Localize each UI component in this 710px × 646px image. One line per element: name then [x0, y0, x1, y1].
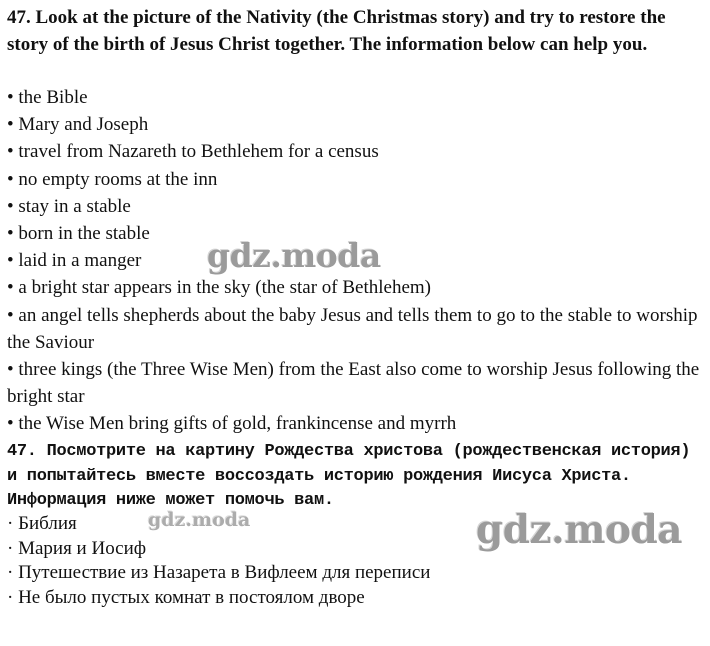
list-item: • laid in a manger: [7, 250, 142, 272]
list-item: • born in the stable: [7, 223, 150, 245]
list-item: • Mary and Joseph: [7, 114, 149, 136]
list-item: · Путешествие из Назарета в Вифлеем для переписи: [7, 562, 431, 583]
list-item: • travel from Nazareth to Bethlehem for a census: [7, 141, 379, 163]
list-item: • the Bible: [7, 87, 88, 108]
list-item: • the Wise Men bring gifts of gold, frankincense and myrrh: [7, 413, 457, 435]
watermark-logo: gdz.moda: [476, 507, 683, 553]
list-item: • stay in a stable: [7, 195, 131, 217]
exercise-heading-english: 47. Look at the picture of the Nativity (the Christmas story) and try to restore the story of the birth of Jesus Christ together. The information below can help you.: [7, 7, 666, 55]
list-item: • a bright star appears in the sky (the star of Bethlehem): [7, 277, 431, 299]
list-item: · Не было пустых комнат в постоялом дворе: [7, 586, 365, 608]
list-item: • an angel tells shepherds about the baby Jesus and tells them to go to the stable to worship the Saviour: [7, 304, 698, 353]
exercise-heading-russian: 47. Посмотрите на картину Рождества христова (рождественская история) и попытайтесь вместе воссоздать историю рождения Иисуса Христа. Информация ниже может помочь вам.: [7, 442, 691, 510]
list-item: · Мария и Иосиф: [7, 537, 147, 559]
list-item: • three kings (the Three Wise Men) from the East also come to worship Jesus following the bright star: [7, 359, 700, 408]
list-item: • no empty rooms at the inn: [7, 168, 218, 190]
watermark-logo: gdz.moda: [207, 236, 381, 275]
list-item: · Библия: [7, 513, 77, 534]
watermark-logo: gdz.moda: [148, 509, 251, 531]
